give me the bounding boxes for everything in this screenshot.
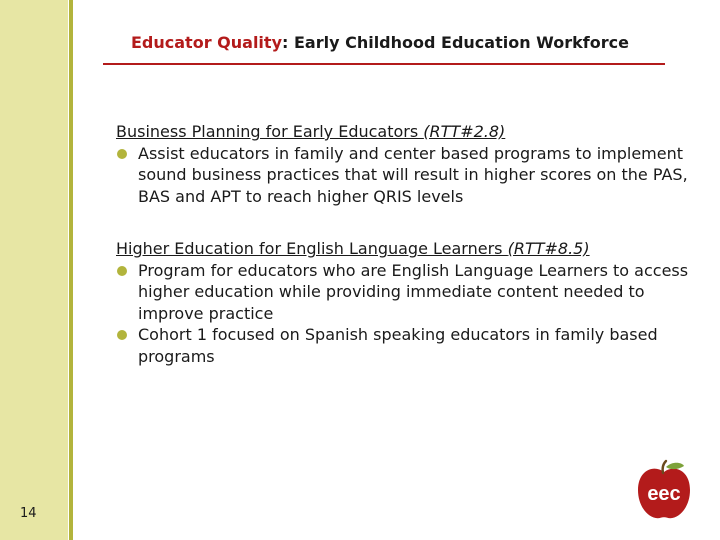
bullet-text: Cohort 1 focused on Spanish speaking educators in family based programs xyxy=(138,325,658,366)
title-divider xyxy=(103,63,665,65)
section-heading-text: Business Planning for Early Educators xyxy=(116,122,424,141)
title-accent: Educator Quality xyxy=(131,33,282,52)
logo-text: eec xyxy=(647,483,681,505)
section-business-planning xyxy=(116,121,696,207)
title-separator: : xyxy=(282,33,289,52)
page-number: 14 xyxy=(20,506,37,521)
eec-apple-logo-icon xyxy=(632,458,696,522)
bullet-text: Assist educators in family and center based programs to implement sound business practices that will result in higher scores on the PAS, BAS and APT to reach higher QRIS levels xyxy=(138,143,688,206)
bullet-text: Program for educators who are English Language Learners to access higher education while providing immediate content needed to improve practice xyxy=(138,260,689,323)
section-heading-text: Higher Education for English Language Learners xyxy=(116,239,508,258)
slide-content xyxy=(116,121,696,367)
bullet-dot-icon xyxy=(117,330,127,340)
bullet-item xyxy=(116,260,696,325)
bullet-dot-icon xyxy=(117,149,127,159)
bullet-dot-icon xyxy=(117,266,127,276)
section-reference: (RTT#2.8) xyxy=(423,122,506,141)
section-higher-education xyxy=(116,238,696,367)
section-reference: (RTT#8.5) xyxy=(507,239,590,258)
title-rest: Early Childhood Education Workforce xyxy=(288,33,629,52)
section-heading xyxy=(116,238,696,260)
bullet-item xyxy=(116,143,696,208)
bullet-item xyxy=(116,324,696,367)
page-title xyxy=(131,33,711,52)
left-sidebar-band xyxy=(0,0,68,540)
left-sidebar-line xyxy=(69,0,73,540)
section-heading xyxy=(116,121,696,143)
